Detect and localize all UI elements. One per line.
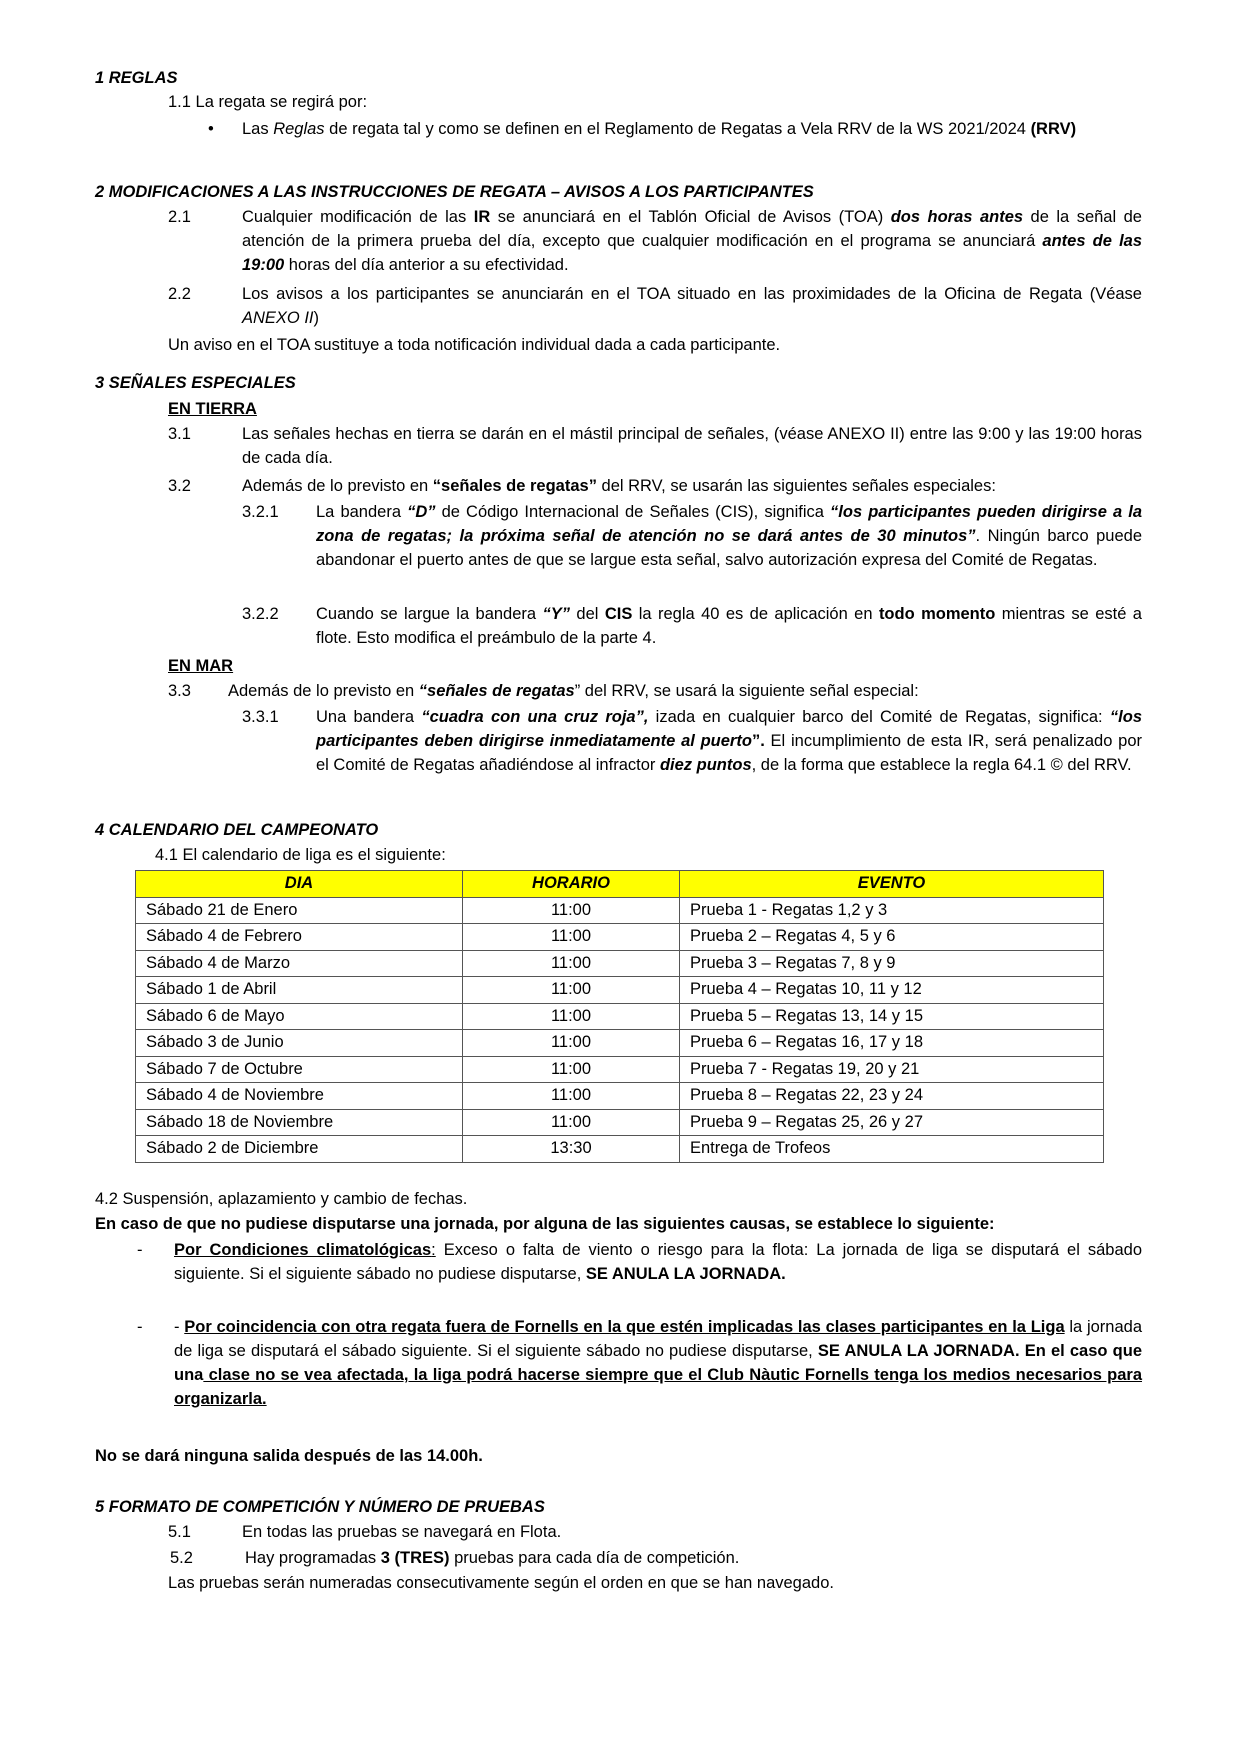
cell-evento: Prueba 6 – Regatas 16, 17 y 18 bbox=[680, 1030, 1104, 1057]
table-row bbox=[136, 1003, 1104, 1030]
cell-evento: Prueba 7 - Regatas 19, 20 y 21 bbox=[680, 1056, 1104, 1083]
subheading-en-tierra: EN TIERRA bbox=[168, 400, 257, 418]
clause-3-2-2: Cuando se largue la bandera “Y” del CIS la regla 40 es de aplicación en todo momento mientras se esté a flote. Esto modifica el preámbulo de la parte 4. bbox=[316, 605, 1142, 647]
bullet-icon: • bbox=[208, 120, 214, 138]
cell-evento: Entrega de Trofeos bbox=[680, 1136, 1104, 1163]
table-row bbox=[136, 977, 1104, 1004]
cause-weather: Por Condiciones climatológicas: Exceso o falta de viento o riesgo para la flota: La jornada de liga se disputará el sábado siguiente. Si el siguiente sábado no pudiese disputarse, SE ANULA LA JORNADA. bbox=[174, 1241, 1142, 1283]
clause-number: 2.1 bbox=[168, 208, 191, 226]
cell-horario: 11:00 bbox=[463, 897, 680, 924]
toa-note: Un aviso en el TOA sustituye a toda notificación individual dada a cada participante. bbox=[168, 336, 781, 354]
table-row bbox=[136, 1136, 1104, 1163]
table-row bbox=[136, 1083, 1104, 1110]
cell-horario: 11:00 bbox=[463, 1083, 680, 1110]
clause-number: 5.2 bbox=[170, 1549, 193, 1567]
clause-3-3-1: Una bandera “cuadra con una cruz roja”, izada en cualquier barco del Comité de Regatas, significa: “los participantes deben dirigirse inmediatamente al puerto”. El incumplimiento de esta IR, será penalizado por el Comité de Regatas añadiéndose al infractor diez puntos, de la forma que establece la regla 64.1 © del RRV. bbox=[316, 708, 1143, 774]
dash-marker: - bbox=[137, 1241, 143, 1259]
section-2-title: 2 MODIFICACIONES A LAS INSTRUCCIONES DE REGATA – AVISOS A LOS PARTICIPANTES bbox=[95, 183, 814, 201]
clause-3-2-1: La bandera “D” de Código Internacional de Señales (CIS), significa “los participantes pueden dirigirse a la zona de regatas; la próxima señal de atención no se dará antes de 30 minutos”. Ningún barco puede abandonar el puerto antes de que se largue esta señal, salvo autorización expresa del Comité de Regatas. bbox=[316, 503, 1143, 569]
table-row bbox=[136, 1056, 1104, 1083]
column-header-dia: DIA bbox=[136, 871, 463, 898]
calendar-table bbox=[135, 870, 1104, 1163]
cell-evento: Prueba 8 – Regatas 22, 23 y 24 bbox=[680, 1083, 1104, 1110]
table-row bbox=[136, 1030, 1104, 1057]
clause-5-1: En todas las pruebas se navegará en Flota. bbox=[242, 1523, 562, 1541]
table-row bbox=[136, 1109, 1104, 1136]
clause-number: 3.2.2 bbox=[242, 605, 279, 623]
cell-dia: Sábado 21 de Enero bbox=[136, 897, 463, 924]
cell-horario: 11:00 bbox=[463, 924, 680, 951]
section-3-title: 3 SEÑALES ESPECIALES bbox=[95, 374, 296, 392]
cell-horario: 11:00 bbox=[463, 1003, 680, 1030]
column-header-horario: HORARIO bbox=[463, 871, 680, 898]
clause-number: 5.1 bbox=[168, 1523, 191, 1541]
cell-dia: Sábado 4 de Marzo bbox=[136, 950, 463, 977]
cell-dia: Sábado 7 de Octubre bbox=[136, 1056, 463, 1083]
cell-dia: Sábado 6 de Mayo bbox=[136, 1003, 463, 1030]
clause-3-3: Además de lo previsto en “señales de regatas” del RRV, se usará la siguiente señal especial: bbox=[228, 682, 919, 700]
cell-horario: 11:00 bbox=[463, 1056, 680, 1083]
cause-coincidence: - Por coincidencia con otra regata fuera de Fornells en la que estén implicadas las clases participantes en la Liga la jornada de liga se disputará el sábado siguiente. Si el siguiente sábado no pudiese disputarse, SE ANULA LA JORNADA. En el caso que una clase no se vea afectada, la liga podrá hacerse siempre que el Club Nàutic Fornells tenga los medios necesarios para organizarla. bbox=[174, 1318, 1142, 1408]
cell-horario: 13:30 bbox=[463, 1136, 680, 1163]
clause-4-1: 4.1 El calendario de liga es el siguiente: bbox=[155, 846, 446, 864]
clause-number: 3.2 bbox=[168, 477, 191, 495]
clause-number: 2.2 bbox=[168, 285, 191, 303]
clause-2-2: Los avisos a los participantes se anunciarán en el TOA situado en las proximidades de la Oficina de Regata (Véase ANEXO II) bbox=[242, 285, 1142, 327]
cell-horario: 11:00 bbox=[463, 1109, 680, 1136]
section-4-title: 4 CALENDARIO DEL CAMPEONATO bbox=[95, 821, 379, 839]
clause-number: 3.3.1 bbox=[242, 708, 279, 726]
clause-number: 3.2.1 bbox=[242, 503, 279, 521]
cell-evento: Prueba 3 – Regatas 7, 8 y 9 bbox=[680, 950, 1104, 977]
numbering-note: Las pruebas serán numeradas consecutivamente según el orden en que se han navegado. bbox=[168, 1574, 834, 1592]
clause-number: 3.3 bbox=[168, 682, 191, 700]
cell-dia: Sábado 18 de Noviembre bbox=[136, 1109, 463, 1136]
cell-dia: Sábado 3 de Junio bbox=[136, 1030, 463, 1057]
suspension-intro: En caso de que no pudiese disputarse una jornada, por alguna de las siguientes causas, se establece lo siguiente: bbox=[95, 1215, 995, 1233]
cell-horario: 11:00 bbox=[463, 977, 680, 1004]
table-row bbox=[136, 950, 1104, 977]
clause-2-1: Cualquier modificación de las IR se anunciará en el Tablón Oficial de Avisos (TOA) dos horas antes de la señal de atención de la primera prueba del día, excepto que cualquier modificación en el programa se anunciará antes de las 19:00 horas del día anterior a su efectividad. bbox=[242, 208, 1143, 274]
cell-evento: Prueba 1 - Regatas 1,2 y 3 bbox=[680, 897, 1104, 924]
clause-4-2: 4.2 Suspensión, aplazamiento y cambio de fechas. bbox=[95, 1190, 468, 1208]
table-header-row bbox=[136, 871, 1104, 898]
clause-3-1: Las señales hechas en tierra se darán en el mástil principal de señales, (véase ANEXO II) entre las 9:00 y las 19:00 horas de cada día. bbox=[242, 425, 1142, 467]
cell-dia: Sábado 2 de Diciembre bbox=[136, 1136, 463, 1163]
cell-dia: Sábado 1 de Abril bbox=[136, 977, 463, 1004]
subheading-en-mar: EN MAR bbox=[168, 657, 234, 675]
final-note: No se dará ninguna salida después de las 14.00h. bbox=[95, 1447, 483, 1465]
table-row bbox=[136, 924, 1104, 951]
cell-evento: Prueba 9 – Regatas 25, 26 y 27 bbox=[680, 1109, 1104, 1136]
cell-horario: 11:00 bbox=[463, 950, 680, 977]
clause-3-2: Además de lo previsto en “señales de regatas” del RRV, se usarán las siguientes señales especiales: bbox=[242, 477, 996, 495]
cell-horario: 11:00 bbox=[463, 1030, 680, 1057]
section-5-title: 5 FORMATO DE COMPETICIÓN Y NÚMERO DE PRUEBAS bbox=[95, 1498, 545, 1516]
cell-dia: Sábado 4 de Noviembre bbox=[136, 1083, 463, 1110]
clause-number: 3.1 bbox=[168, 425, 191, 443]
section-1-title: 1 REGLAS bbox=[95, 69, 178, 87]
cell-evento: Prueba 2 – Regatas 4, 5 y 6 bbox=[680, 924, 1104, 951]
column-header-evento: EVENTO bbox=[680, 871, 1104, 898]
bullet-rules: Las Reglas de regata tal y como se definen en el Reglamento de Regatas a Vela RRV de la WS 2021/2024 (RRV) bbox=[242, 120, 1077, 138]
cell-evento: Prueba 4 – Regatas 10, 11 y 12 bbox=[680, 977, 1104, 1004]
cell-evento: Prueba 5 – Regatas 13, 14 y 15 bbox=[680, 1003, 1104, 1030]
clause-1-1: 1.1 La regata se regirá por: bbox=[168, 93, 368, 111]
table-row bbox=[136, 897, 1104, 924]
clause-5-2: Hay programadas 3 (TRES) pruebas para cada día de competición. bbox=[245, 1549, 740, 1567]
cell-dia: Sábado 4 de Febrero bbox=[136, 924, 463, 951]
dash-marker: - bbox=[137, 1318, 143, 1336]
